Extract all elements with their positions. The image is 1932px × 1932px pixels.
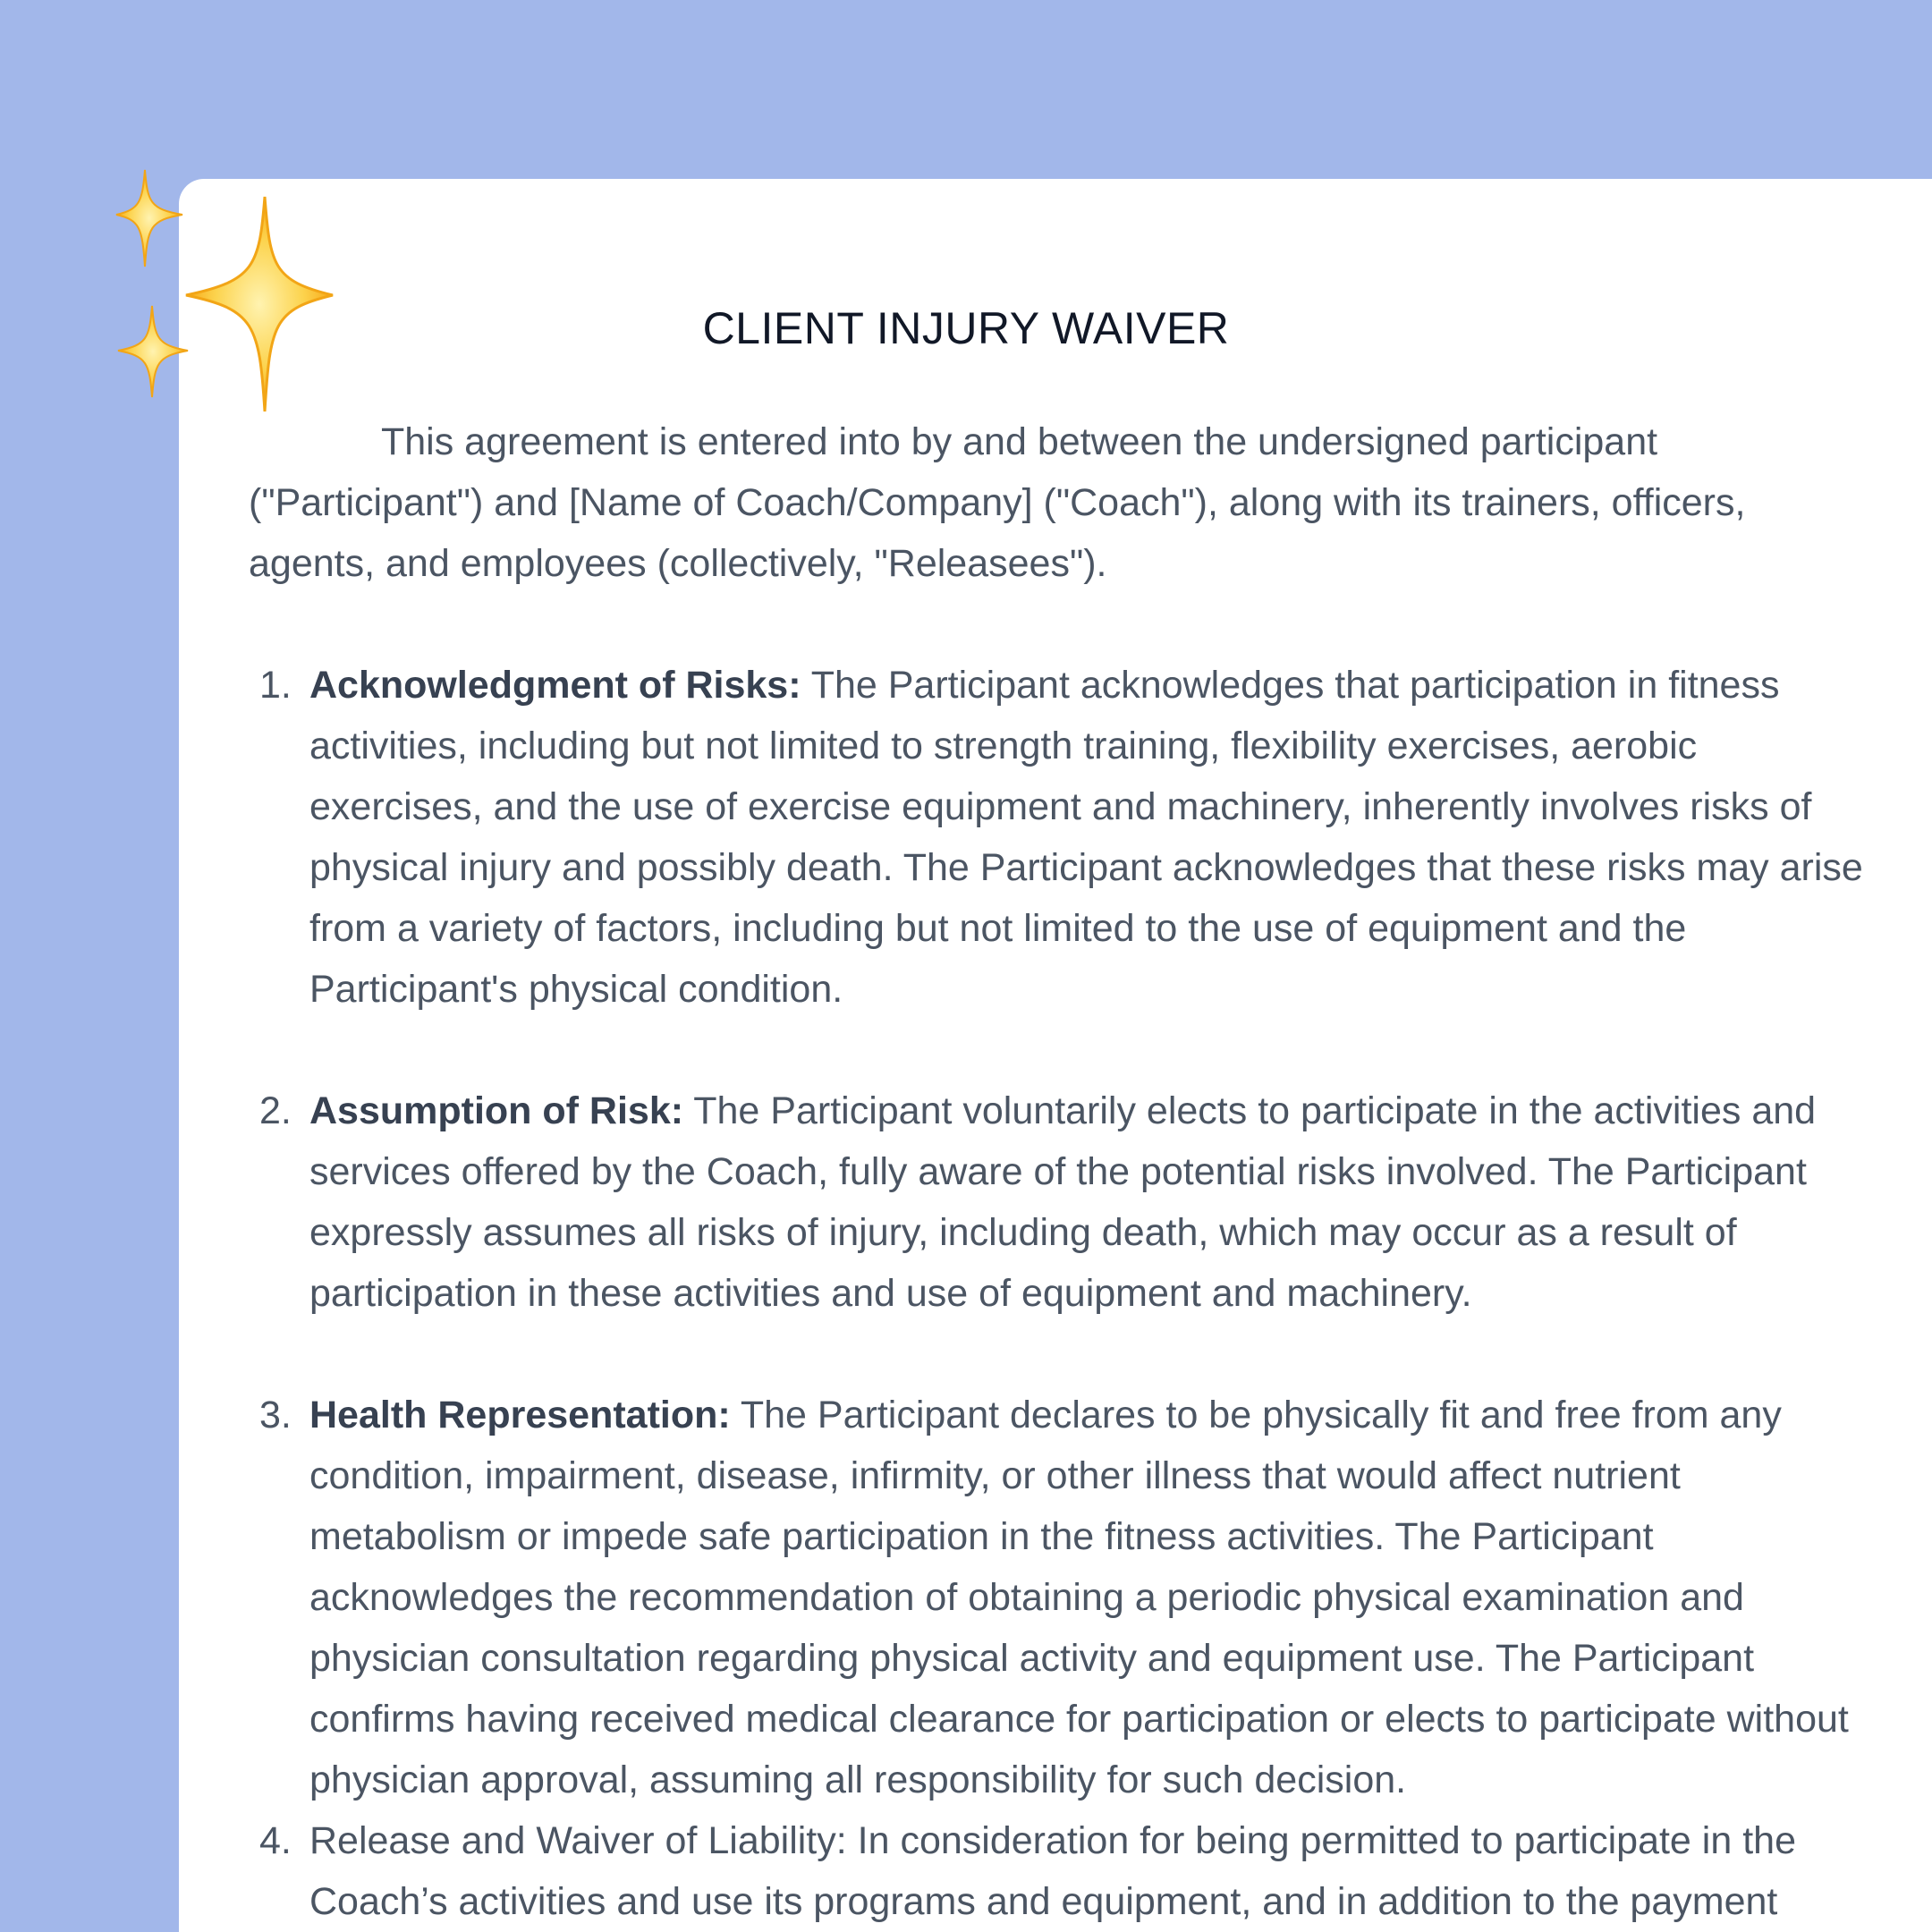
clause-list bbox=[249, 655, 1932, 1932]
intro-line: ("Participant") and [Name of Coach/Company] ("Coach"), along with its trainers, officers, bbox=[249, 481, 1746, 524]
clause-text: The Participant declares to be physically fit and free from any bbox=[730, 1394, 1782, 1436]
clause-line: Coach’s activities and use its programs and equipment, and in addition to the payment bbox=[309, 1880, 1778, 1923]
clause-acknowledgment-of-risks bbox=[249, 655, 1932, 1020]
clause-heading: Acknowledgment of Risks: bbox=[309, 664, 801, 707]
clause-line bbox=[309, 1385, 1932, 1445]
clause-line: participation in these activities and use of equipment and machinery. bbox=[309, 1272, 1472, 1315]
clause-line: from a variety of factors, including but not limited to the use of equipment and the bbox=[309, 907, 1687, 950]
clause-line: activities, including but not limited to strength training, flexibility exercises, aerobic bbox=[309, 724, 1698, 767]
intro-line: agents, and employees (collectively, "Releasees"). bbox=[249, 542, 1107, 585]
clause-line bbox=[309, 1080, 1932, 1141]
clause-line: acknowledges the recommendation of obtaining a periodic physical examination and bbox=[309, 1576, 1744, 1619]
document-body bbox=[249, 411, 1932, 1932]
clause-line bbox=[309, 655, 1932, 716]
clause-line: exercises, and the use of exercise equipment and machinery, inherently involves risks of bbox=[309, 785, 1812, 828]
clause-line: physician approval, assuming all responsibility for such decision. bbox=[309, 1758, 1407, 1801]
clause-text: The Participant acknowledges that participation in fitness bbox=[801, 664, 1780, 707]
clause-line: Participant's physical condition. bbox=[309, 968, 843, 1011]
clause-line: condition, impairment, disease, infirmity, or other illness that would affect nutrient bbox=[309, 1454, 1681, 1497]
clause-line: Release and Waiver of Liability: In consideration for being permitted to participate in the bbox=[309, 1819, 1796, 1862]
clause-health-representation bbox=[249, 1385, 1932, 1810]
clause-heading: Assumption of Risk: bbox=[309, 1089, 684, 1132]
clause-line: physical injury and possibly death. The Participant acknowledges that these risks may arise bbox=[309, 846, 1863, 889]
clause-line: expressly assumes all risks of injury, including death, which may occur as a result of bbox=[309, 1211, 1737, 1254]
intro-line: This agreement is entered into by and between the undersigned participant bbox=[381, 420, 1658, 463]
intro-paragraph bbox=[249, 411, 1932, 594]
clause-assumption-of-risk bbox=[249, 1080, 1932, 1324]
clause-text: The Participant voluntarily elects to participate in the activities and bbox=[683, 1089, 1817, 1132]
clause-line: confirms having received medical clearance for participation or elects to participate without bbox=[309, 1698, 1849, 1741]
clause-release-and-waiver bbox=[249, 1810, 1932, 1932]
clause-number: 4. bbox=[259, 1819, 292, 1862]
clause-number: 1. bbox=[259, 664, 292, 707]
clause-line: physician consultation regarding physical activity and equipment use. The Participant bbox=[309, 1637, 1755, 1680]
clause-number: 3. bbox=[259, 1394, 292, 1436]
clause-heading: Health Representation: bbox=[309, 1394, 731, 1436]
clause-line: services offered by the Coach, fully aware of the potential risks involved. The Participant bbox=[309, 1150, 1807, 1193]
document-title: CLIENT INJURY WAIVER bbox=[702, 303, 1230, 353]
sparkles-icon bbox=[107, 161, 340, 420]
clause-number: 2. bbox=[259, 1089, 292, 1132]
clause-line: metabolism or impede safe participation in the fitness activities. The Participant bbox=[309, 1515, 1654, 1558]
